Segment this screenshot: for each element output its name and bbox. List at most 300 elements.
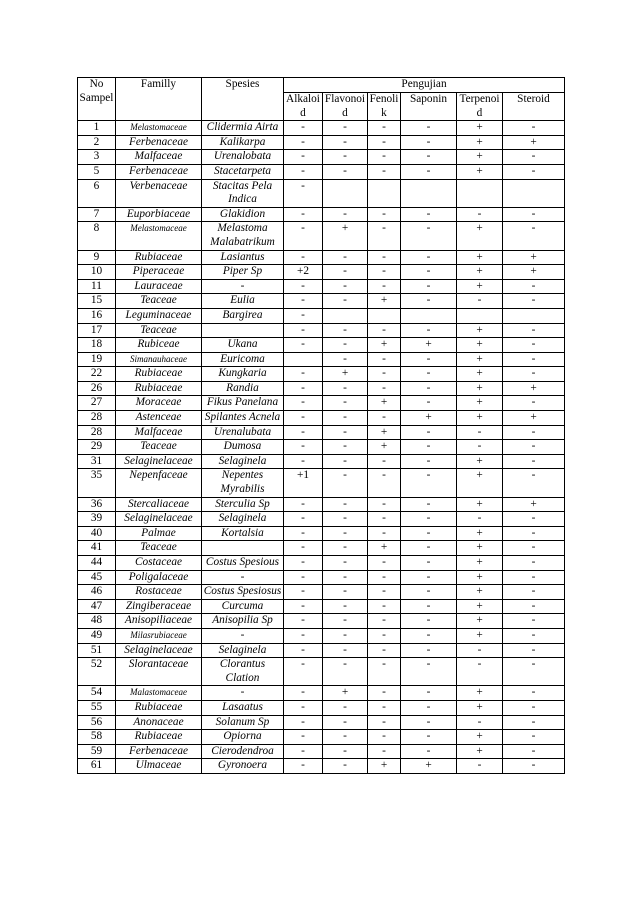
cell-fenolik: - — [368, 643, 401, 658]
cell-fenolik: - — [368, 628, 401, 643]
cell-species: - — [202, 570, 284, 585]
cell-alkaloid: - — [284, 686, 323, 701]
cell-family: Ferbenaceae — [116, 164, 202, 179]
cell-terpenoid: + — [457, 686, 503, 701]
cell-terpenoid: + — [457, 730, 503, 745]
cell-species: Gyronoera — [202, 759, 284, 774]
cell-terpenoid: + — [457, 396, 503, 411]
cell-saponin: - — [401, 222, 457, 250]
cell-fenolik: - — [368, 700, 401, 715]
table-row — [78, 352, 565, 367]
cell-steroid: + — [503, 135, 565, 150]
cell-family: Leguminaceae — [116, 308, 202, 323]
cell-saponin: + — [401, 338, 457, 353]
cell-fenolik: - — [368, 279, 401, 294]
cell-alkaloid: - — [284, 730, 323, 745]
cell-steroid: - — [503, 744, 565, 759]
cell-species: Curcuma — [202, 599, 284, 614]
cell-fenolik: - — [368, 715, 401, 730]
cell-alkaloid: - — [284, 121, 323, 136]
cell-family: Astenceae — [116, 411, 202, 426]
cell-fenolik: - — [368, 585, 401, 600]
cell-family: Piperaceae — [116, 265, 202, 280]
cell-terpenoid: + — [457, 265, 503, 280]
cell-terpenoid: + — [457, 411, 503, 426]
cell-no-sampel: 55 — [78, 700, 116, 715]
cell-no-sampel: 5 — [78, 164, 116, 179]
cell-terpenoid: + — [457, 526, 503, 541]
table-body — [78, 121, 565, 774]
cell-alkaloid: - — [284, 700, 323, 715]
cell-steroid: - — [503, 715, 565, 730]
table-row — [78, 308, 565, 323]
header-terpenoid: Terpenoid — [457, 93, 503, 121]
cell-fenolik: - — [368, 658, 401, 686]
cell-saponin: - — [401, 700, 457, 715]
cell-no-sampel: 8 — [78, 222, 116, 250]
cell-fenolik — [368, 179, 401, 207]
cell-steroid: - — [503, 323, 565, 338]
cell-fenolik: - — [368, 686, 401, 701]
cell-flavonoid: - — [323, 628, 368, 643]
cell-terpenoid: + — [457, 135, 503, 150]
cell-flavonoid: - — [323, 323, 368, 338]
cell-saponin: - — [401, 744, 457, 759]
cell-no-sampel: 58 — [78, 730, 116, 745]
cell-species: - — [202, 686, 284, 701]
cell-family: Moraceae — [116, 396, 202, 411]
cell-alkaloid: - — [284, 715, 323, 730]
cell-steroid: - — [503, 294, 565, 309]
cell-family: Zingiberaceae — [116, 599, 202, 614]
cell-family: Rubiaceae — [116, 250, 202, 265]
cell-terpenoid: + — [457, 700, 503, 715]
cell-terpenoid: - — [457, 512, 503, 527]
cell-steroid: - — [503, 570, 565, 585]
table-row — [78, 207, 565, 222]
cell-species: Lasiantus — [202, 250, 284, 265]
cell-saponin: - — [401, 352, 457, 367]
table-row — [78, 164, 565, 179]
cell-alkaloid: - — [284, 381, 323, 396]
cell-species: Spilantes Acnela — [202, 411, 284, 426]
cell-species: Selaginela — [202, 512, 284, 527]
cell-steroid: - — [503, 367, 565, 382]
cell-species: Piper Sp — [202, 265, 284, 280]
cell-steroid: - — [503, 454, 565, 469]
cell-no-sampel: 27 — [78, 396, 116, 411]
cell-family: Anonaceae — [116, 715, 202, 730]
cell-saponin: - — [401, 614, 457, 629]
cell-no-sampel: 22 — [78, 367, 116, 382]
cell-steroid: - — [503, 556, 565, 571]
cell-steroid: + — [503, 497, 565, 512]
cell-saponin: - — [401, 207, 457, 222]
cell-saponin: - — [401, 367, 457, 382]
cell-family: Malastomaceae — [116, 686, 202, 701]
cell-no-sampel: 26 — [78, 381, 116, 396]
cell-family: Melastomaceae — [116, 121, 202, 136]
cell-family: Rubiaceae — [116, 700, 202, 715]
cell-alkaloid: - — [284, 440, 323, 455]
cell-fenolik: - — [368, 164, 401, 179]
table-row — [78, 658, 565, 686]
cell-steroid: - — [503, 440, 565, 455]
cell-species — [202, 323, 284, 338]
cell-alkaloid: - — [284, 222, 323, 250]
cell-saponin: - — [401, 323, 457, 338]
cell-flavonoid: - — [323, 121, 368, 136]
cell-species: Bargirea — [202, 308, 284, 323]
cell-species: Kungkaria — [202, 367, 284, 382]
cell-flavonoid: - — [323, 279, 368, 294]
cell-species: Cierodendroa — [202, 744, 284, 759]
table-row — [78, 222, 565, 250]
cell-flavonoid: - — [323, 658, 368, 686]
cell-alkaloid: - — [284, 759, 323, 774]
table-row — [78, 700, 565, 715]
cell-steroid — [503, 308, 565, 323]
cell-alkaloid: - — [284, 541, 323, 556]
cell-species: Clidermia Airta — [202, 121, 284, 136]
cell-flavonoid: - — [323, 599, 368, 614]
cell-terpenoid: - — [457, 715, 503, 730]
table-row — [78, 411, 565, 426]
cell-family: Melastomaceae — [116, 222, 202, 250]
cell-saponin: - — [401, 686, 457, 701]
cell-steroid: + — [503, 250, 565, 265]
cell-terpenoid: + — [457, 381, 503, 396]
cell-no-sampel: 6 — [78, 179, 116, 207]
cell-alkaloid: - — [284, 367, 323, 382]
table-row — [78, 396, 565, 411]
cell-no-sampel: 59 — [78, 744, 116, 759]
header-alkaloid: Alkaloid — [284, 93, 323, 121]
cell-fenolik: - — [368, 222, 401, 250]
cell-flavonoid: - — [323, 730, 368, 745]
cell-family: Anisopiliaceae — [116, 614, 202, 629]
cell-saponin: + — [401, 759, 457, 774]
cell-species: Euricoma — [202, 352, 284, 367]
cell-family: Selaginelaceae — [116, 454, 202, 469]
cell-no-sampel: 18 — [78, 338, 116, 353]
cell-terpenoid: + — [457, 469, 503, 497]
cell-fenolik: - — [368, 497, 401, 512]
table-row — [78, 265, 565, 280]
cell-fenolik — [368, 308, 401, 323]
cell-alkaloid: - — [284, 628, 323, 643]
cell-saponin: - — [401, 425, 457, 440]
header-flavonoid: Flavonoid — [323, 93, 368, 121]
cell-fenolik: - — [368, 207, 401, 222]
cell-alkaloid: - — [284, 150, 323, 165]
table-row — [78, 541, 565, 556]
phytochemical-table — [77, 77, 565, 774]
cell-no-sampel: 46 — [78, 585, 116, 600]
cell-alkaloid: - — [284, 308, 323, 323]
cell-species: Solanum Sp — [202, 715, 284, 730]
cell-flavonoid: - — [323, 411, 368, 426]
table-row — [78, 628, 565, 643]
cell-terpenoid: + — [457, 744, 503, 759]
cell-no-sampel: 7 — [78, 207, 116, 222]
cell-terpenoid: - — [457, 658, 503, 686]
cell-steroid: - — [503, 658, 565, 686]
cell-steroid: + — [503, 411, 565, 426]
cell-terpenoid: + — [457, 250, 503, 265]
cell-steroid: - — [503, 700, 565, 715]
cell-terpenoid: - — [457, 440, 503, 455]
cell-no-sampel: 28 — [78, 425, 116, 440]
cell-terpenoid: + — [457, 352, 503, 367]
cell-fenolik: - — [368, 367, 401, 382]
cell-species: Urenalubata — [202, 425, 284, 440]
cell-flavonoid: - — [323, 135, 368, 150]
cell-steroid: - — [503, 730, 565, 745]
cell-flavonoid: - — [323, 150, 368, 165]
table-row — [78, 570, 565, 585]
cell-fenolik: - — [368, 512, 401, 527]
cell-flavonoid: - — [323, 469, 368, 497]
cell-species: Kalikarpa — [202, 135, 284, 150]
cell-saponin — [401, 179, 457, 207]
cell-species: Selaginela — [202, 454, 284, 469]
cell-species: Costus Spesious — [202, 556, 284, 571]
cell-family: Ferbenaceae — [116, 744, 202, 759]
cell-fenolik: - — [368, 614, 401, 629]
cell-saponin: - — [401, 526, 457, 541]
table-header — [78, 78, 565, 121]
cell-fenolik: + — [368, 396, 401, 411]
cell-steroid: - — [503, 121, 565, 136]
cell-fenolik: + — [368, 294, 401, 309]
cell-steroid: - — [503, 150, 565, 165]
cell-fenolik: - — [368, 323, 401, 338]
table-row — [78, 121, 565, 136]
cell-flavonoid: - — [323, 759, 368, 774]
cell-fenolik: - — [368, 135, 401, 150]
cell-steroid: - — [503, 396, 565, 411]
header-no-sampel: No Sampel — [78, 78, 116, 121]
cell-steroid: - — [503, 352, 565, 367]
cell-species: - — [202, 279, 284, 294]
cell-alkaloid: - — [284, 658, 323, 686]
cell-no-sampel: 29 — [78, 440, 116, 455]
cell-no-sampel: 41 — [78, 541, 116, 556]
cell-alkaloid: - — [284, 744, 323, 759]
cell-species: Glakidion — [202, 207, 284, 222]
cell-family: Palmae — [116, 526, 202, 541]
cell-alkaloid: - — [284, 279, 323, 294]
cell-flavonoid: - — [323, 164, 368, 179]
cell-terpenoid: + — [457, 323, 503, 338]
cell-saponin: - — [401, 294, 457, 309]
cell-flavonoid: - — [323, 541, 368, 556]
cell-family: Rubiaceae — [116, 367, 202, 382]
cell-family: Ferbenaceae — [116, 135, 202, 150]
cell-no-sampel: 54 — [78, 686, 116, 701]
cell-flavonoid: - — [323, 715, 368, 730]
cell-terpenoid: - — [457, 759, 503, 774]
table-row — [78, 599, 565, 614]
cell-species: Sterculia Sp — [202, 497, 284, 512]
cell-saponin: - — [401, 585, 457, 600]
cell-family: Rostaceae — [116, 585, 202, 600]
table-row — [78, 279, 565, 294]
cell-fenolik: - — [368, 744, 401, 759]
table-row — [78, 614, 565, 629]
cell-alkaloid: - — [284, 294, 323, 309]
cell-species: Dumosa — [202, 440, 284, 455]
cell-no-sampel: 19 — [78, 352, 116, 367]
cell-saponin: - — [401, 150, 457, 165]
table-row — [78, 179, 565, 207]
cell-family: Selaginelaceae — [116, 512, 202, 527]
cell-fenolik: - — [368, 730, 401, 745]
cell-no-sampel: 51 — [78, 643, 116, 658]
cell-saponin: - — [401, 454, 457, 469]
cell-flavonoid: + — [323, 367, 368, 382]
cell-no-sampel: 48 — [78, 614, 116, 629]
cell-alkaloid: - — [284, 250, 323, 265]
cell-steroid: - — [503, 541, 565, 556]
cell-fenolik: - — [368, 150, 401, 165]
cell-terpenoid: + — [457, 497, 503, 512]
table-row — [78, 425, 565, 440]
cell-species: Urenalobata — [202, 150, 284, 165]
cell-alkaloid: - — [284, 135, 323, 150]
cell-terpenoid: - — [457, 643, 503, 658]
cell-family: Malfaceae — [116, 150, 202, 165]
cell-family: Milasrubiaceae — [116, 628, 202, 643]
cell-family: Rubiaceae — [116, 381, 202, 396]
table-row — [78, 526, 565, 541]
cell-family: Simanauhaceae — [116, 352, 202, 367]
cell-terpenoid: + — [457, 367, 503, 382]
cell-no-sampel: 16 — [78, 308, 116, 323]
cell-alkaloid: - — [284, 207, 323, 222]
cell-alkaloid: - — [284, 556, 323, 571]
cell-saponin: - — [401, 715, 457, 730]
cell-species: Stacitas Pela Indica — [202, 179, 284, 207]
table-row — [78, 585, 565, 600]
cell-family: Ulmaceae — [116, 759, 202, 774]
table-row — [78, 454, 565, 469]
cell-flavonoid: + — [323, 222, 368, 250]
cell-flavonoid: - — [323, 614, 368, 629]
cell-steroid: - — [503, 599, 565, 614]
table-row — [78, 294, 565, 309]
cell-fenolik: - — [368, 411, 401, 426]
cell-alkaloid: - — [284, 585, 323, 600]
cell-no-sampel: 45 — [78, 570, 116, 585]
table-row — [78, 250, 565, 265]
cell-fenolik: + — [368, 338, 401, 353]
cell-saponin: - — [401, 658, 457, 686]
cell-alkaloid: +2 — [284, 265, 323, 280]
cell-saponin: - — [401, 135, 457, 150]
table-row — [78, 338, 565, 353]
cell-saponin: - — [401, 497, 457, 512]
cell-no-sampel: 44 — [78, 556, 116, 571]
table-row — [78, 381, 565, 396]
table-row — [78, 643, 565, 658]
cell-alkaloid: - — [284, 179, 323, 207]
cell-saponin: - — [401, 440, 457, 455]
table-row — [78, 367, 565, 382]
cell-fenolik: - — [368, 381, 401, 396]
cell-saponin: - — [401, 643, 457, 658]
cell-no-sampel: 35 — [78, 469, 116, 497]
cell-steroid: - — [503, 279, 565, 294]
cell-family: Costaceae — [116, 556, 202, 571]
cell-steroid: - — [503, 686, 565, 701]
cell-steroid: - — [503, 164, 565, 179]
cell-steroid: - — [503, 643, 565, 658]
cell-saponin: - — [401, 512, 457, 527]
cell-alkaloid: - — [284, 411, 323, 426]
cell-saponin: - — [401, 164, 457, 179]
cell-saponin: - — [401, 381, 457, 396]
cell-terpenoid: + — [457, 454, 503, 469]
cell-species: Costus Spesiosus — [202, 585, 284, 600]
cell-flavonoid: - — [323, 207, 368, 222]
cell-no-sampel: 47 — [78, 599, 116, 614]
table-row — [78, 469, 565, 497]
cell-family: Euporbiaceae — [116, 207, 202, 222]
cell-terpenoid: + — [457, 121, 503, 136]
cell-flavonoid: - — [323, 585, 368, 600]
cell-saponin: - — [401, 250, 457, 265]
cell-flavonoid: - — [323, 744, 368, 759]
cell-flavonoid: - — [323, 570, 368, 585]
cell-flavonoid: - — [323, 556, 368, 571]
cell-saponin — [401, 308, 457, 323]
table-row — [78, 686, 565, 701]
cell-flavonoid: - — [323, 294, 368, 309]
cell-species: Selaginela — [202, 643, 284, 658]
cell-steroid: - — [503, 512, 565, 527]
cell-fenolik: - — [368, 454, 401, 469]
cell-terpenoid: + — [457, 338, 503, 353]
cell-flavonoid: - — [323, 352, 368, 367]
cell-flavonoid: - — [323, 396, 368, 411]
cell-terpenoid — [457, 179, 503, 207]
cell-no-sampel: 36 — [78, 497, 116, 512]
cell-saponin: - — [401, 469, 457, 497]
cell-saponin: - — [401, 541, 457, 556]
header-pengujian: Pengujian — [284, 78, 565, 93]
table-row — [78, 440, 565, 455]
cell-alkaloid — [284, 352, 323, 367]
cell-flavonoid: - — [323, 265, 368, 280]
cell-no-sampel: 31 — [78, 454, 116, 469]
cell-no-sampel: 40 — [78, 526, 116, 541]
cell-terpenoid: + — [457, 150, 503, 165]
cell-terpenoid: + — [457, 614, 503, 629]
cell-no-sampel: 10 — [78, 265, 116, 280]
cell-alkaloid: - — [284, 454, 323, 469]
cell-family: Selaginelaceae — [116, 643, 202, 658]
cell-fenolik: + — [368, 541, 401, 556]
cell-terpenoid: + — [457, 541, 503, 556]
header-species: Spesies — [202, 78, 284, 121]
cell-terpenoid: + — [457, 556, 503, 571]
cell-species: Stacetarpeta — [202, 164, 284, 179]
cell-family: Teaceae — [116, 323, 202, 338]
cell-family: Malfaceae — [116, 425, 202, 440]
cell-family: Rubiceae — [116, 338, 202, 353]
